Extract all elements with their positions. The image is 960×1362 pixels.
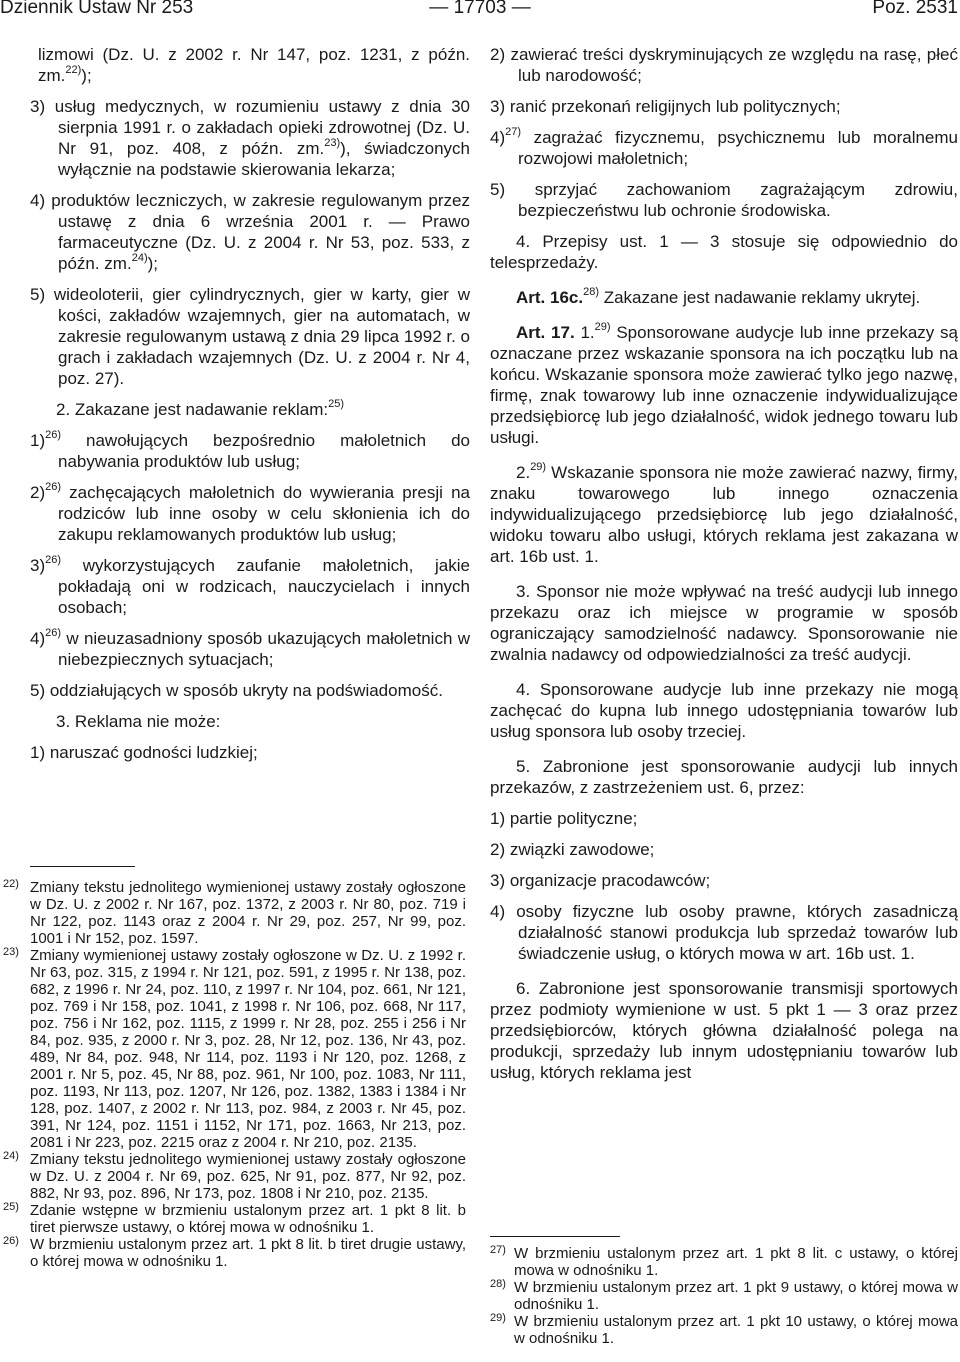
footnote-23: 23) Zmiany wymienionej ustawy zostały ogłoszone w Dz. U. z 1992 r. Nr 63, poz. 315, z 1994 r. Nr 121, poz. 591, z 1995 r. Nr 138, poz. 682, z 1996 r. Nr 24, poz. 110, z 1997 r. Nr 104, poz. 661, Nr 121, poz. 769 i Nr 158, poz. 1041, z 1998 r. Nr 106, poz. 668, Nr 117, poz. 756 i Nr 162, poz. 1115, z 1999 r. Nr 28, poz. 255 i 256 i Nr 84, poz. 935, z 2000 r. Nr 3, poz. 28, Nr 12, poz. 136, Nr 43, poz. 489, Nr 84, poz. 948, Nr 114, poz. 1193 i Nr 120, poz. 1268, z 2001 r. Nr 5, poz. 45, Nr 88, poz. 961, Nr 100, poz. 1083, Nr 111, poz. 1193, Nr 113, poz. 1207, Nr 126, poz. 1382, 1383 i 1384 i Nr 128, poz. 1407, z 2002 r. Nr 113, poz. 984, z 2003 r. Nr 45, poz. 391, Nr 124, poz. 1151 i 1152, Nr 171, poz. 1663, Nr 213, poz. 2081 i Nr 223, poz. 2215 oraz z 2004 r. Nr 210, poz. 2135.: [3, 946, 466, 1151]
footnote-ref-23: 23): [324, 137, 341, 150]
sponsor-item-2: 2) związki zawodowe;: [490, 840, 655, 859]
ban-item-3: 3) ranić przekonań religijnych lub politycznych;: [490, 97, 841, 116]
article-17: Art. 17. 1.$^{29)}$ Sponsorowane audycje lub inne przekazy są oznaczane przez wskazanie sponsora na ich początku lub na końcu. Wskazanie sponsora może zawierać tylko jego nazwę, firmę, znak towarowy lub inne oznaczenie indywidualizujące przedsiębiorcę lub jego działalność, widok jednego towaru lub usługi.: [490, 321, 958, 447]
ad-item-3: 3)$^{26)}$ wykorzystujących zaufanie małoletnich, jakie pokładają oni w rodzicach, nauczycielach i innych osobach;: [30, 554, 470, 617]
footnote-ref-24: 24): [131, 252, 148, 265]
footnote-ref-29: 29): [594, 321, 611, 334]
item-4: 4) produktów leczniczych, w zakresie regulowanym przez ustawę z dnia 6 września 2001 r. — Prawo farmaceutyczne (Dz. U. z 2004 r. Nr 53, poz. 533, z późn. zm.$^{24)}$);: [30, 191, 470, 273]
position-number: Poz. 2531: [872, 0, 958, 18]
footnote-28: 28) W brzmieniu ustalonym przez art. 1 pkt 9 ustawy, o której mowa w odnośniku 1.: [490, 1278, 958, 1313]
article-16c: Art. 16c.$^{28)}$ Zakazane jest nadawanie reklamy ukrytej.: [516, 286, 921, 307]
item-5: 5) wideoloterii, gier cylindrycznych, gier w karty, gier w kości, zakładów wzajemnych, gier na automatach, w zakresie regulowanym ustawą z dnia 29 lipca 1992 r. o grach i zakładach wzajemnych (Dz. U. z 2004 r. Nr 4, poz. 27).: [30, 285, 471, 388]
ban-item-5: 5) sprzyjać zachowaniom zagrażającym zdrowiu, bezpieczeństwu lub ochronie środowiska.: [490, 180, 958, 220]
journal-title: Dziennik Ustaw Nr 253: [0, 0, 194, 18]
footnote-divider: [30, 866, 135, 867]
left-continuation: lizmowi (Dz. U. z 2002 r. Nr 147, poz. 1231, z późn. zm.$^{22)}$);: [38, 45, 470, 85]
article-17-section-3: 3. Sponsor nie może wpływać na treść audycji lub innego przekazu oraz ich miejsce w programie w sposób ograniczający samodzielność nadawcy. Sponsorowanie nie zwalnia nadawcy od odpowiedzialności za treść audycji.: [490, 582, 958, 664]
footnote-27: 27) W brzmieniu ustalonym przez art. 1 pkt 8 lit. c ustawy, o której mowa w odnośniku 1.: [490, 1244, 958, 1279]
ad-item-4: 4)$^{26)}$ w nieuzasadniony sposób ukazujących małoletnich w niebezpiecznych sytuacjach;: [30, 627, 470, 669]
footnote-26: 26) W brzmieniu ustalonym przez art. 1 pkt 8 lit. b tiret drugie ustawy, o której mowa w odnośniku 1.: [3, 1235, 466, 1270]
ad-item-1: 1)$^{26)}$ nawołujących bezpośrednio małoletnich do nabywania produktów lub usług;: [30, 429, 470, 471]
sponsor-item-1: 1) partie polityczne;: [490, 809, 638, 828]
ban-item-4: 4)$^{27)}$ zagrażać fizycznemu, psychicznemu lub moralnemu rozwojowi małoletnich;: [490, 126, 958, 168]
footnotes-left: [0, 879, 466, 1270]
ad-item-5: 5) oddziałujących w sposób ukryty na podświadomość.: [30, 681, 443, 700]
footnote-22: 22) Zmiany tekstu jednolitego wymienionej ustawy zostały ogłoszone w Dz. U. z 2002 r. Nr 167, poz. 1372, z 2003 r. Nr 80, poz. 719 i Nr 122, poz. 1143 oraz z 2004 r. Nr 29, poz. 257, Nr 99, poz. 1001 i Nr 152, poz. 1597.: [3, 878, 466, 947]
footnote-ref-22: 22): [65, 64, 82, 77]
right-column: [490, 44, 958, 1083]
section-3: 3. Reklama nie może:: [56, 712, 221, 731]
article-17-section-2: 2.$^{29)}$ Wskazanie sponsora nie może zawierać nazwy, firmy, znaku towarowego lub innego oznaczenia indywidualizującego przedsiębiorcę lub jego działalność, widoku towaru albo usługi, których reklama jest zakazana w art. 16b ust. 1.: [490, 461, 958, 566]
footnote-24: 24) Zmiany tekstu jednolitego wymienionej ustawy zostały ogłoszone w Dz. U. z 2004 r. Nr 69, poz. 625, Nr 91, poz. 877, Nr 92, poz. 882, Nr 93, poz. 896, Nr 173, poz. 1808 i Nr 210, poz. 2135.: [3, 1150, 466, 1202]
ad-item-2: 2)$^{26)}$ zachęcających małoletnich do wywierania presji na rodziców lub inne osoby w celu skłonienia ich do zakupu reklamowanych produktów lub usług;: [30, 481, 470, 544]
ban-item-2: 2) zawierać treści dyskryminujących ze względu na rasę, płeć lub narodowość;: [490, 45, 958, 85]
footnote-divider-right: [490, 1236, 620, 1237]
page-header: [0, 0, 960, 22]
article-17-section-5: 5. Zabronione jest sponsorowanie audycji lub innych przekazów, z zastrzeżeniem ust. 6, przez:: [490, 757, 958, 797]
article-17-section-4: 4. Sponsorowane audycje lub inne przekazy nie mogą zachęcać do kupna lub innego udostępniania towarów lub usług sponsora lub osoby trzeciej.: [490, 680, 958, 741]
footnote-ref-27: 27): [505, 126, 522, 139]
page-number: — 17703 —: [429, 0, 531, 18]
footnote-25: 25) Zdanie wstępne w brzmieniu ustalonym przez art. 1 pkt 8 lit. b tiret pierwsze ustawy, o której mowa w odnośniku 1.: [3, 1201, 466, 1236]
footnote-29: 29) W brzmieniu ustalonym przez art. 1 pkt 10 ustawy, o której mowa w odnośniku 1.: [490, 1312, 958, 1347]
footnote-ref-25: 25): [328, 398, 345, 411]
footnotes-right: [490, 1245, 958, 1347]
footnote-ref-28: 28): [583, 286, 599, 299]
sponsor-item-3: 3) organizacje pracodawców;: [490, 871, 711, 890]
left-column: [30, 44, 470, 763]
section-4: 4. Przepisy ust. 1 — 3 stosuje się odpowiednio do telesprzedaży.: [490, 232, 958, 272]
sponsor-item-4: 4) osoby fizyczne lub osoby prawne, których zasadniczą działalność stanowi produkcja lub sprzedaż towarów lub świadczenie usług, o których mowa w art. 16b ust. 1.: [490, 902, 958, 963]
item-3: 3) usług medycznych, w rozumieniu ustawy z dnia 30 sierpnia 1991 r. o zakładach opieki zdrowotnej (Dz. U. Nr 91, poz. 408, z późn. zm.$^{23)}$), świadczonych wyłącznie na podstawie skierowania lekarza;: [30, 97, 470, 179]
article-17-section-6: 6. Zabronione jest sponsorowanie transmisji sportowych przez podmioty wymienione w ust. 5 pkt 1 — 3 oraz przez przedsiębiorców, których główna działalność polega na produkcji, sprzedaży lub innym udostępnianiu towarów lub usług, których reklama jest: [490, 979, 958, 1082]
section-2: 2. Zakazane jest nadawanie reklam:$^{25)}$: [56, 398, 345, 419]
ban-item-1: 1) naruszać godności ludzkiej;: [30, 743, 258, 762]
